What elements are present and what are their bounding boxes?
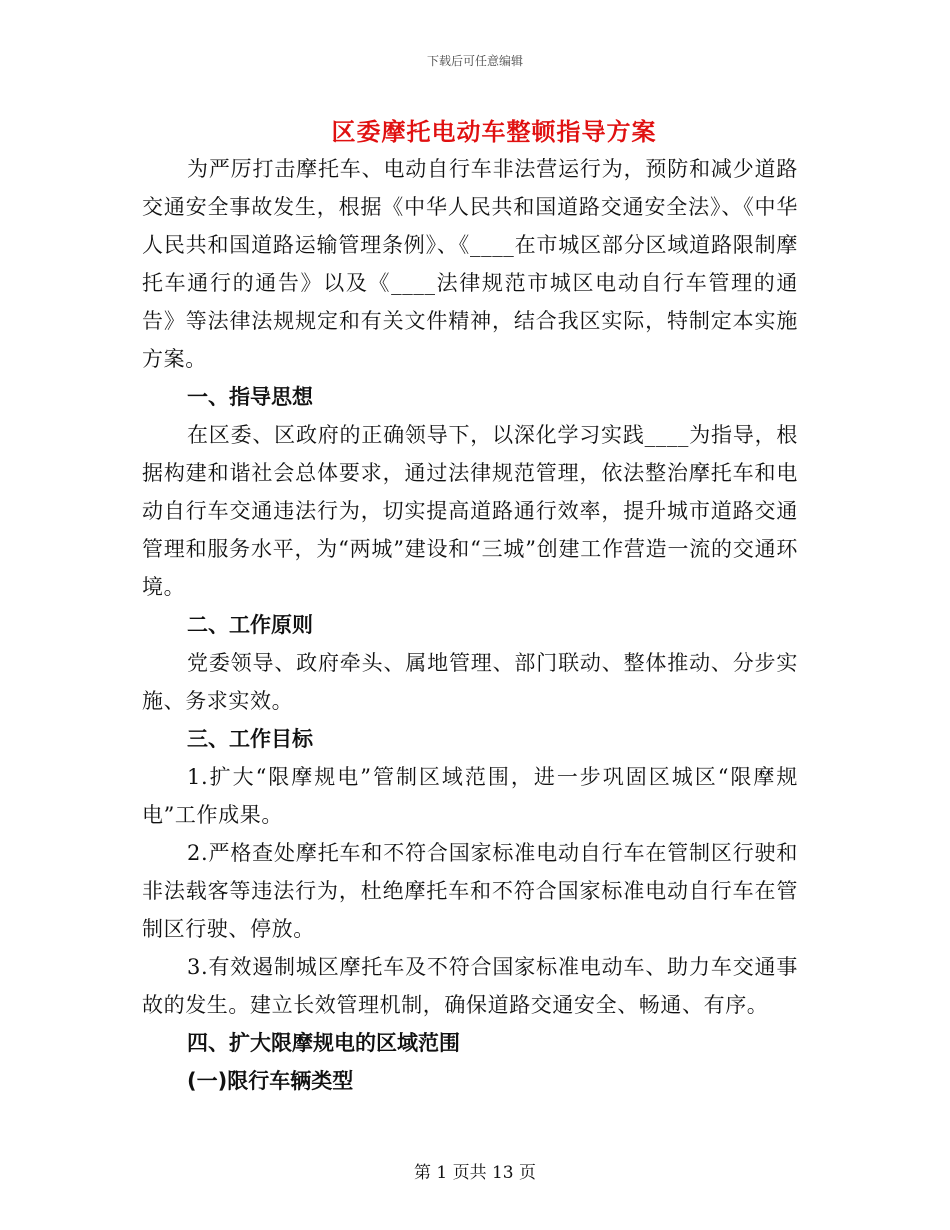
principles-paragraph: 党委领导、政府牵头、属地管理、部门联动、整体推动、分步实施、务求实效。 [142, 651, 798, 713]
document-body [142, 150, 798, 1100]
section-heading-2: 二、工作原则 [187, 613, 313, 637]
guiding-thought-paragraph: 在区委、区政府的正确领导下，以深化学习实践____为指导，根据构建和谐社会总体要求，通过法律规范管理，依法整治摩托车和电动自行车交通违法行为，切实提高道路通行效率，提升城市道路交通管理和服务水平，为“两城”建设和“三城”创建工作营造一流的交通环境。 [142, 423, 798, 599]
intro-paragraph: 为严厉打击摩托车、电动自行车非法营运行为，预防和减少道路交通安全事故发生，根据《中华人民共和国道路交通安全法》、《中华人民共和国道路运输管理条例》、《____在市城区部分区域道路限制摩托车通行的通告》以及《____法律规范市城区电动自行车管理的通告》等法律法规规定和有关文件精神，结合我区实际，特制定本实施方案。 [142, 157, 798, 371]
document-title: 区委摩托电动车整顿指导方案 [331, 118, 657, 146]
section-heading-3: 三、工作目标 [187, 727, 313, 751]
subsection-heading-1: (一)限行车辆类型 [187, 1069, 354, 1093]
page-header: 下载后可任意编辑 [426, 54, 523, 68]
goal-item-2: 2.严格查处摩托车和不符合国家标准电动自行车在管制区行驶和非法载客等违法行为，杜绝摩托车和不符合国家标准电动自行车在管制区行驶、停放。 [142, 841, 798, 941]
section-heading-4: 四、扩大限摩规电的区域范围 [187, 1031, 460, 1055]
section-heading-1: 一、指导思想 [187, 385, 313, 409]
goal-item-3: 3.有效遏制城区摩托车及不符合国家标准电动车、助力车交通事故的发生。建立长效管理机制，确保道路交通安全、畅通、有序。 [142, 955, 798, 1017]
goal-item-1: 1.扩大“限摩规电”管制区域范围，进一步巩固区城区“限摩规电”工作成果。 [142, 765, 798, 827]
page-footer: 第 1 页共 13 页 [413, 1163, 537, 1183]
